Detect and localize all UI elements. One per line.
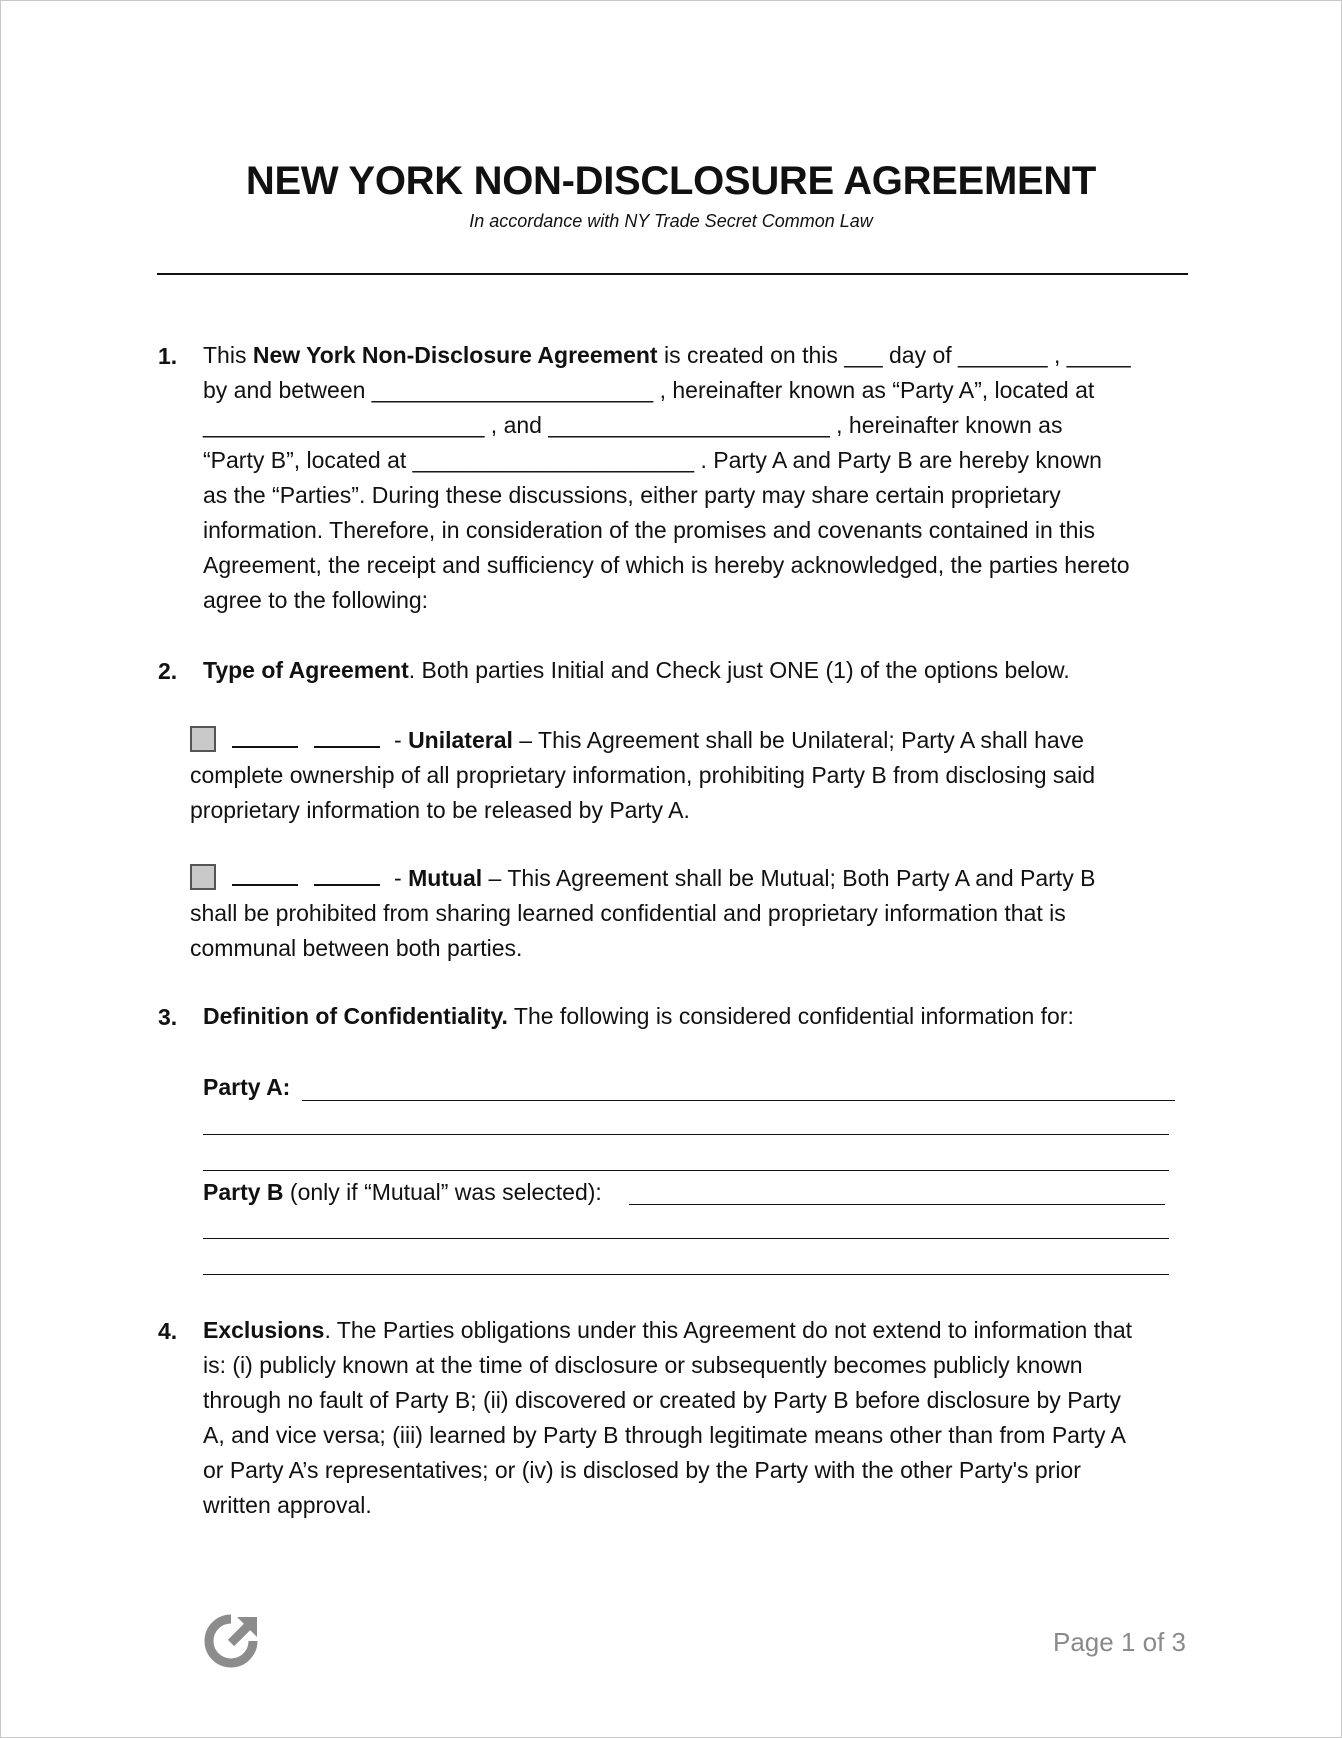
party-a-initials-field[interactable] (232, 726, 298, 748)
section-1-line: agree to the following: (203, 587, 429, 613)
section-3-heading: Definition of Confidentiality. (203, 1003, 508, 1029)
option-mutual-text: – This Agreement shall be Mutual; Both Party A and Party B (482, 865, 1096, 891)
party-a-confidential-field[interactable] (203, 1134, 1169, 1135)
mutual-checkbox[interactable] (190, 864, 216, 890)
party-a-label: Party A: (203, 1074, 291, 1100)
section-1-line: by and between ______________________ , hereinafter known as “Party A”, located at (203, 377, 1095, 403)
section-3-body (203, 999, 1188, 1034)
option-mutual (190, 861, 1190, 966)
section-1-body (203, 338, 1188, 618)
party-a-confidential-field[interactable] (203, 1170, 1169, 1171)
agreement-name: New York Non-Disclosure Agreement (252, 342, 658, 368)
section-4-line: or Party A’s representatives; or (iv) is disclosed by the Party with the other Party's prior (203, 1457, 1081, 1483)
section-4-line (203, 1313, 1188, 1348)
section-1-line: ______________________ , and ______________________ , hereinafter known as (203, 412, 1063, 438)
curved-arrow-logo-icon (201, 1611, 261, 1671)
section-4-line: A, and vice versa; (iii) learned by Party B through legitimate means other than from Party A (203, 1422, 1126, 1448)
option-mutual-line: communal between both parties. (190, 935, 523, 961)
page-number: Page 1 of 3 (1053, 1627, 1186, 1657)
option-dash: - (394, 727, 409, 753)
party-b-note: (only if “Mutual” was selected): (283, 1179, 602, 1205)
party-b-confidential-field[interactable] (629, 1204, 1165, 1205)
section-2-number: 2. (158, 658, 178, 684)
option-dash: - (394, 865, 409, 891)
section-1-line: “Party B”, located at ______________________ . Party A and Party B are hereby known (203, 447, 1102, 473)
option-unilateral-text: – This Agreement shall be Unilateral; Party A shall have (512, 727, 1084, 753)
party-b-confidential-field[interactable] (203, 1274, 1169, 1275)
section-1-line: information. Therefore, in consideration of the promises and covenants contained in this (203, 517, 1095, 543)
option-unilateral-line: proprietary information to be released by Party A. (190, 797, 690, 823)
section-1-line-text: is created on this ___ day of _______ , _____ (657, 342, 1131, 368)
section-2-text: . Both parties Initial and Check just ONE (1) of the options below. (408, 657, 1070, 683)
section-3-text: The following is considered confidential information for: (507, 1003, 1074, 1029)
option-unilateral-line (190, 723, 1190, 758)
party-a-confidential-field[interactable] (302, 1100, 1175, 1101)
section-4-line: written approval. (203, 1492, 372, 1518)
section-4-text: . The Parties obligations under this Agreement do not extend to information that (324, 1317, 1133, 1343)
section-1-line-text: This (203, 342, 253, 368)
option-unilateral-line: complete ownership of all proprietary information, prohibiting Party B from disclosing said (190, 762, 1096, 788)
document-title: NEW YORK NON-DISCLOSURE AGREEMENT (245, 159, 1097, 203)
unilateral-label: Unilateral (408, 727, 513, 753)
option-mutual-line (190, 861, 1190, 896)
party-a-initials-field[interactable] (232, 864, 298, 886)
option-unilateral (190, 723, 1190, 828)
section-3-line (203, 999, 1188, 1034)
section-4-number: 4. (158, 1318, 178, 1344)
section-1-line: Agreement, the receipt and sufficiency of which is hereby acknowledged, the parties hereto (203, 552, 1130, 578)
party-b-initials-field[interactable] (314, 864, 380, 886)
section-4-heading: Exclusions (203, 1317, 325, 1343)
section-2-line (203, 653, 1188, 688)
section-3-number: 3. (158, 1004, 178, 1030)
section-4-line: is: (i) publicly known at the time of disclosure or subsequently becomes publicly known (203, 1352, 1083, 1378)
section-2-heading: Type of Agreement (203, 657, 409, 683)
party-b-label: Party B (203, 1179, 284, 1205)
mutual-label: Mutual (408, 865, 483, 891)
section-2-body (203, 653, 1188, 688)
section-4-body (203, 1313, 1188, 1523)
party-b-confidential-field[interactable] (203, 1238, 1169, 1239)
section-1-line: as the “Parties”. During these discussions, either party may share certain proprietary (203, 482, 1061, 508)
title-divider (157, 273, 1188, 275)
unilateral-checkbox[interactable] (190, 726, 216, 752)
party-b-initials-field[interactable] (314, 726, 380, 748)
document-subtitle: In accordance with NY Trade Secret Common Law (469, 211, 873, 231)
section-1-line (203, 338, 1188, 373)
section-4-line: through no fault of Party B; (ii) discovered or created by Party B before disclosure by Party (203, 1387, 1121, 1413)
section-1-number: 1. (158, 343, 178, 369)
option-mutual-line: shall be prohibited from sharing learned confidential and proprietary information that is (190, 900, 1066, 926)
